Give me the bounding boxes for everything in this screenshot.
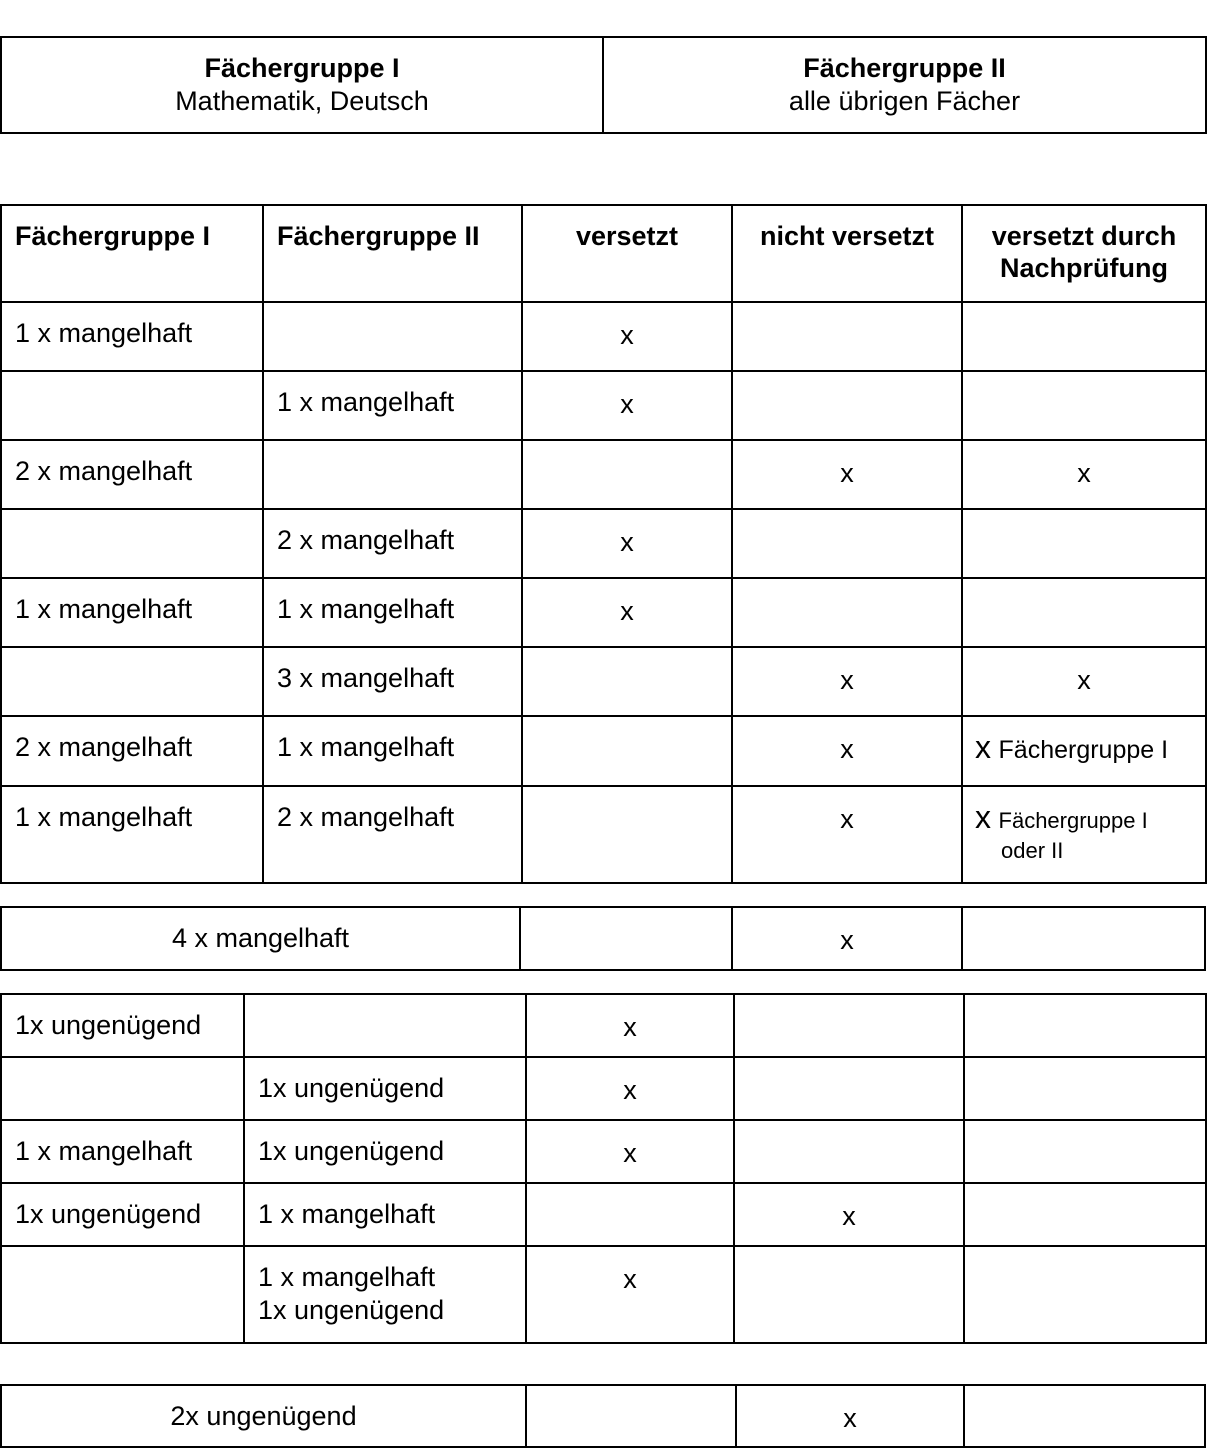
- cell-nicht-versetzt: x: [732, 716, 962, 786]
- cell-versetzt: [526, 1183, 734, 1246]
- cell-group-1: 1 x mangelhaft: [1, 1120, 244, 1183]
- cell-group-2: [244, 1246, 526, 1343]
- cell-group-1: [1, 509, 263, 578]
- four-mangelhaft-table: [0, 906, 1206, 971]
- table-row: [1, 302, 1206, 371]
- cell-nicht-versetzt: x: [736, 1385, 964, 1447]
- cell-group-2: 1 x mangelhaft: [263, 716, 522, 786]
- nachpruefung-note: Fächergruppe I: [998, 808, 1148, 833]
- cell-group-2: 1x ungenügend: [244, 1120, 526, 1183]
- cell-nicht-versetzt: [734, 1057, 964, 1120]
- cell-nicht-versetzt: x: [734, 1183, 964, 1246]
- cell-group-1: 1 x mangelhaft: [1, 578, 263, 647]
- cell-group-2: 2 x mangelhaft: [263, 509, 522, 578]
- cell-versetzt: [520, 907, 732, 970]
- cell-versetzt: x: [522, 302, 732, 371]
- cell-group-1: [1, 1246, 244, 1343]
- nachpruefung-mark: x: [975, 799, 991, 835]
- cell-nachpruefung: x: [962, 647, 1206, 716]
- header-row: [1, 205, 1206, 302]
- cell-nachpruefung: [964, 1246, 1206, 1343]
- cell-group-1: 1 x mangelhaft: [1, 302, 263, 371]
- table-row: [1, 786, 1206, 883]
- group-2-subjects: alle übrigen Fächer: [788, 86, 1021, 116]
- table-row: [1, 994, 1206, 1057]
- cell-nicht-versetzt: [732, 302, 962, 371]
- promotion-rules-table: [0, 204, 1207, 884]
- cell-group-2: [244, 994, 526, 1057]
- cell-group-2: 3 x mangelhaft: [263, 647, 522, 716]
- cell-nachpruefung: [962, 509, 1206, 578]
- cell-group-1: [1, 1057, 244, 1120]
- cell-versetzt: x: [526, 1057, 734, 1120]
- cell-group-1: 1x ungenügend: [1, 1183, 244, 1246]
- cell-nicht-versetzt: [732, 371, 962, 440]
- cell-group-2: 1x ungenügend: [244, 1057, 526, 1120]
- cell-nachpruefung: [962, 907, 1205, 970]
- cell-nachpruefung: [962, 302, 1206, 371]
- cell-versetzt: x: [522, 578, 732, 647]
- cell-versetzt: [526, 1385, 736, 1447]
- nachpruefung-note-line2: oder II: [1001, 838, 1064, 863]
- header-nachpruefung-line2: Nachprüfung: [1000, 253, 1168, 283]
- cell-versetzt: x: [526, 994, 734, 1057]
- header-versetzt: versetzt: [522, 205, 732, 302]
- nachpruefung-note: Fächergruppe I: [998, 736, 1169, 764]
- cell-nachpruefung: [964, 1057, 1206, 1120]
- cell-group-1: 2 x mangelhaft: [1, 716, 263, 786]
- cell-versetzt: x: [526, 1246, 734, 1343]
- cell-nicht-versetzt: x: [732, 786, 962, 883]
- group-definition-table: [0, 36, 1207, 134]
- cell-nicht-versetzt: x: [732, 647, 962, 716]
- cell-nachpruefung: [964, 1120, 1206, 1183]
- cell-nachpruefung: [962, 371, 1206, 440]
- cell-group-2: 1 x mangelhaft: [244, 1183, 526, 1246]
- cell-nicht-versetzt: [734, 1246, 964, 1343]
- cell-nicht-versetzt: [732, 509, 962, 578]
- group-2-cell: [603, 37, 1206, 133]
- table-row: [1, 1385, 1205, 1447]
- group-2-title: Fächergruppe II: [803, 53, 1006, 83]
- table-row: [1, 716, 1206, 786]
- table-row: [1, 509, 1206, 578]
- ungenuegend-table: [0, 993, 1207, 1344]
- cell-combined: 4 x mangelhaft: [1, 907, 520, 970]
- cell-group-1: 1 x mangelhaft: [1, 786, 263, 883]
- cell-versetzt: [522, 716, 732, 786]
- cell-group-1: 2 x mangelhaft: [1, 440, 263, 509]
- table-row: [1, 907, 1205, 970]
- cell-versetzt: [522, 647, 732, 716]
- cell-nachpruefung: [964, 1385, 1205, 1447]
- table-row: [1, 1120, 1206, 1183]
- cell-versetzt: [522, 440, 732, 509]
- cell-versetzt: x: [522, 371, 732, 440]
- cell-nachpruefung: [964, 1183, 1206, 1246]
- header-group-2: Fächergruppe II: [263, 205, 522, 302]
- cell-group-2-line1: 1 x mangelhaft: [258, 1262, 436, 1292]
- cell-nicht-versetzt: x: [732, 907, 962, 970]
- table-row: [1, 647, 1206, 716]
- group-1-title: Fächergruppe I: [204, 53, 400, 83]
- table-row: [1, 440, 1206, 509]
- cell-group-2: [263, 440, 522, 509]
- group-1-cell: [1, 37, 603, 133]
- header-nachpruefung: [962, 205, 1206, 302]
- cell-group-2: [263, 302, 522, 371]
- cell-versetzt: x: [522, 509, 732, 578]
- table-row: [1, 371, 1206, 440]
- cell-group-1: 1x ungenügend: [1, 994, 244, 1057]
- cell-group-2: 1 x mangelhaft: [263, 578, 522, 647]
- table-row: [1, 1057, 1206, 1120]
- cell-nachpruefung: [964, 994, 1206, 1057]
- cell-group-1: [1, 371, 263, 440]
- cell-nachpruefung: x: [962, 440, 1206, 509]
- header-group-1: Fächergruppe I: [1, 205, 263, 302]
- cell-group-2-line2: 1x ungenügend: [258, 1295, 445, 1325]
- cell-nicht-versetzt: [734, 1120, 964, 1183]
- cell-versetzt: x: [526, 1120, 734, 1183]
- cell-combined: 2x ungenügend: [1, 1385, 526, 1447]
- header-nachpruefung-line1: versetzt durch: [991, 221, 1177, 251]
- cell-nachpruefung: [962, 786, 1206, 883]
- cell-group-2: 2 x mangelhaft: [263, 786, 522, 883]
- cell-nicht-versetzt: [732, 578, 962, 647]
- cell-nachpruefung: [962, 716, 1206, 786]
- cell-group-1: [1, 647, 263, 716]
- table-row: [1, 1246, 1206, 1343]
- table-row: [1, 578, 1206, 647]
- header-nicht-versetzt: nicht versetzt: [732, 205, 962, 302]
- cell-versetzt: [522, 786, 732, 883]
- cell-group-2: 1 x mangelhaft: [263, 371, 522, 440]
- cell-nicht-versetzt: [734, 994, 964, 1057]
- cell-nachpruefung: [962, 578, 1206, 647]
- cell-nicht-versetzt: x: [732, 440, 962, 509]
- table-row: [1, 1183, 1206, 1246]
- two-ungenuegend-table: [0, 1384, 1206, 1448]
- group-1-subjects: Mathematik, Deutsch: [175, 86, 429, 116]
- nachpruefung-mark: x: [975, 729, 991, 765]
